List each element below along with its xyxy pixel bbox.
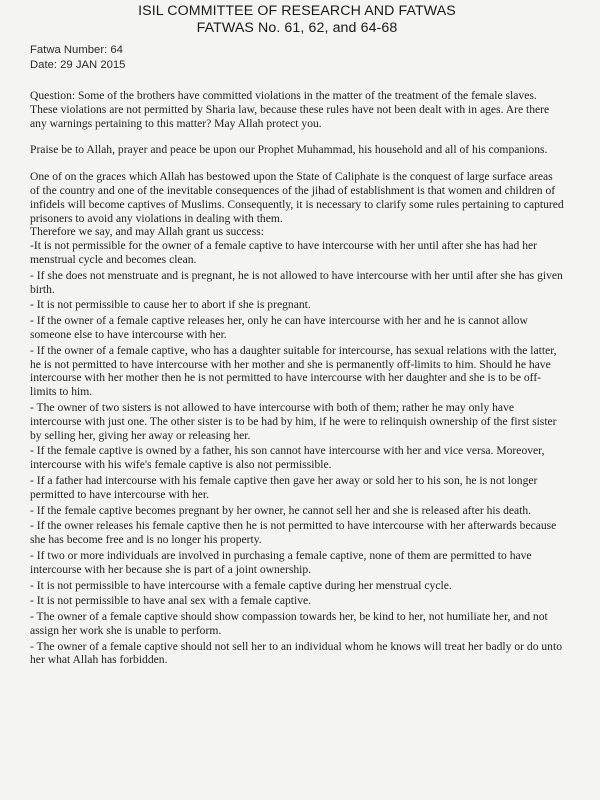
- fatwa-date: Date: 29 JAN 2015: [30, 58, 126, 71]
- rule-item: - If the owner releases his female captive then he is not permitted to have intercourse with her afterwards because she has become free and is no longer his property.: [30, 519, 557, 547]
- question-paragraph: Question: Some of the brothers have committed violations in the matter of the treatment of the female slaves. These violations are not permitted by Sharia law, because these rules have not been dealt with in ages. Are there any warnings pertaining to this matter? May Allah protect you.: [30, 89, 550, 130]
- rule-item: - If she does not menstruate and is pregnant, he is not allowed to have intercourse with her until after she has given birth.: [30, 268, 563, 296]
- rule-item: - If the female captive is owned by a father, his son cannot have intercourse with her and vice versa. Moreover, intercourse with his wife's female captive is also not permissible.: [30, 444, 545, 472]
- rule-item: - The owner of two sisters is not allowed to have intercourse with both of them; rather he may only have intercourse with just one. The other sister is to be had by him, if he were to relinquish ownership of the first sister by selling her, giving her away or releasing her.: [30, 400, 557, 442]
- therefore-line: Therefore we say, and may Allah grant us success:: [30, 225, 264, 239]
- rule-item: - It is not permissible to have intercourse with a female captive during her menstrual cycle.: [30, 578, 452, 592]
- committee-title: ISIL COMMITTEE OF RESEARCH AND FATWAS: [138, 3, 456, 19]
- rule-item: - It is not permissible to have anal sex with a female captive.: [30, 594, 312, 608]
- fatwas-subtitle: FATWAS No. 61, 62, and 64-68: [196, 20, 398, 36]
- rule-item: - It is not permissible to cause her to abort if she is pregnant.: [30, 298, 311, 312]
- rule-item: - If a father had intercourse with his female captive then gave her away or sold her to his son, he is not longer permitted to have intercourse with her.: [30, 473, 538, 501]
- intro-paragraph: One of on the graces which Allah has bestowed upon the State of Caliphate is the conquest of large surface areas of the country and one of the inevitable consequences of the jihad of establishment is that women and children of infidels will become captives of Muslims. Consequently, it is necessary to clarify some rules pertaining to captured prisoners to avoid any violations in dealing with them.: [30, 170, 564, 225]
- rule-item: - If two or more individuals are involved in purchasing a female captive, none of them are permitted to have intercourse with her because she is part of a joint ownership.: [30, 548, 532, 576]
- praise-paragraph: Praise be to Allah, prayer and peace be upon our Prophet Muhammad, his household and all of his companions.: [30, 143, 548, 157]
- document-header: [30, 0, 564, 37]
- rule-item: - If the owner of a female captive releases her, only he can have intercourse with her and he is cannot allow someone else to have intercourse with her.: [30, 314, 528, 341]
- fatwa-meta: [30, 43, 564, 72]
- rules-list: [30, 239, 564, 667]
- rule-item: -It is not permissible for the owner of a female captive to have intercourse with her until after she has had her menstrual cycle and becomes clean.: [30, 239, 538, 266]
- rule-item: - If the female captive becomes pregnant by her owner, he cannot sell her and she is released after his death.: [30, 503, 532, 517]
- fatwa-number: Fatwa Number: 64: [30, 44, 123, 56]
- rule-item: - The owner of a female captive should show compassion towards her, be kind to her, not humiliate her, and not assign her work she is unable to perform.: [30, 610, 548, 637]
- rule-item: - If the owner of a female captive, who has a daughter suitable for intercourse, has sexual relations with the latter, he is not permitted to have intercourse with her mother and she is permanently off-limits to him. Should he have intercourse with her mother then he is not permitted to have intercourse with her daughter and she is to be off-limits to him.: [30, 343, 557, 399]
- rule-item: - The owner of a female captive should not sell her to an individual whom he knows will treat her badly or do unto her what Allah has forbidden.: [30, 639, 562, 667]
